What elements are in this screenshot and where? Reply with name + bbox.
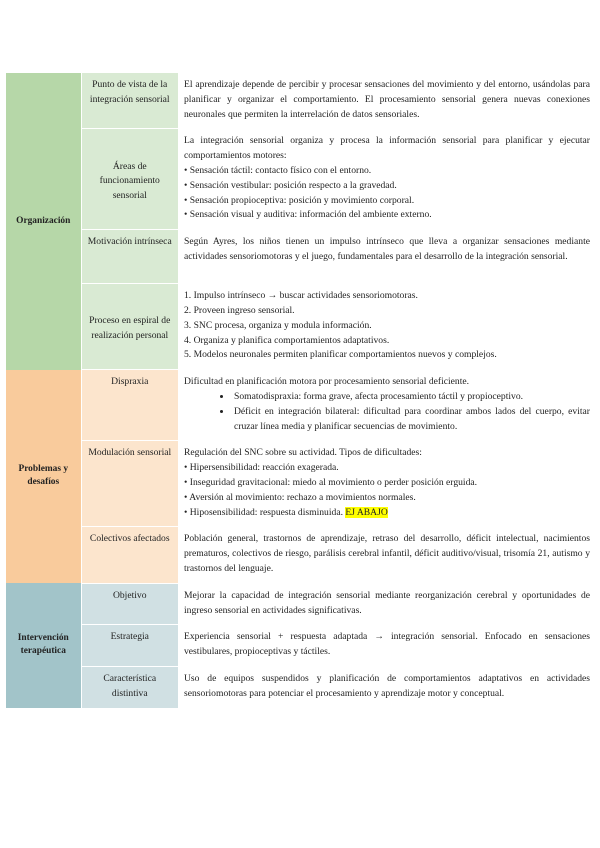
list-item: • Hipersensibilidad: reacción exagerada. <box>184 462 339 474</box>
subcategory-caracteristica: Característica distintiva <box>81 666 178 707</box>
category-problemas: Problemas y desafíos <box>6 370 81 584</box>
description-punto-vista: El aprendizaje depende de percibir y procesar sensaciones del movimiento y del entorno, usándolas para planificar y organizar el comportamiento. El procesamiento sensorial genera nuevas conexiones neuronales que permiten la interrelación de datos sensoriales. <box>178 73 592 129</box>
description-motivacion: Según Ayres, los niños tienen un impulso intrínseco que lleva a organizar sensaciones mediante actividades sensoriomotoras y el juego, fundamentales para el desarrollo de la integración sensorial. <box>178 230 592 284</box>
description-areas <box>178 129 592 230</box>
list-item: 4. Organiza y planifica comportamientos adaptativos. <box>184 334 390 346</box>
list-item: • Sensación táctil: contacto físico con el entorno. <box>184 164 372 176</box>
description-estrategia: Experiencia sensorial + respuesta adaptada → integración sensorial. Enfocado en sensaciones vestibulares, propioceptivas y táctiles. <box>178 625 592 667</box>
description-proceso <box>178 284 592 370</box>
list-item: 5. Modelos neuronales permiten planificar comportamientos nuevos y complejos. <box>184 349 497 361</box>
subcategory-dispraxia: Dispraxia <box>81 370 178 441</box>
table-row <box>6 230 592 284</box>
list-item: 3. SNC procesa, organiza y modula información. <box>184 319 372 331</box>
areas-intro: La integración sensorial organiza y procesa la información sensorial para planificar y ejecutar comportamientos motores: <box>184 135 590 162</box>
modulacion-list <box>184 461 590 520</box>
areas-list <box>184 164 590 223</box>
table-row <box>6 441 592 527</box>
description-dispraxia <box>178 370 592 441</box>
table-row <box>6 284 592 370</box>
category-organizacion: Organización <box>6 73 81 370</box>
subcategory-estrategia: Estrategia <box>81 625 178 667</box>
list-item: 1. Impulso intrínseco → buscar actividades sensoriomotoras. <box>184 290 418 302</box>
summary-table <box>6 72 592 708</box>
category-intervencion: Intervención terapéutica <box>6 583 81 707</box>
subcategory-modulacion: Modulación sensorial <box>81 441 178 527</box>
list-item <box>184 506 590 521</box>
subcategory-areas: Áreas de funcionamiento sensorial <box>81 129 178 230</box>
subcategory-colectivos: Colectivos afectados <box>81 527 178 583</box>
list-item: • Inseguridad gravitacional: miedo al movimiento o perder posición erguida. <box>184 476 478 488</box>
list-item: • Sensación vestibular: posición respecto a la gravedad. <box>184 179 397 191</box>
table-row <box>6 625 592 667</box>
hiposensibilidad-text: • Hiposensibilidad: respuesta disminuida. <box>184 506 343 518</box>
subcategory-objetivo: Objetivo <box>81 583 178 625</box>
description-modulacion <box>178 441 592 527</box>
proceso-list <box>184 289 590 363</box>
description-caracteristica: Uso de equipos suspendidos y planificación de comportamientos adaptativos en actividades sensoriomotoras para potenciar el procesamiento y aprendizaje motor y conceptual. <box>178 666 592 707</box>
table-row <box>6 583 592 625</box>
table-row <box>6 73 592 129</box>
list-item: 2. Proveen ingreso sensorial. <box>184 304 295 316</box>
list-item: • Somatodispraxia: forma grave, afecta procesamiento táctil y propioceptivo. <box>232 390 590 405</box>
subcategory-punto-vista: Punto de vista de la integración sensorial <box>81 73 178 129</box>
list-item: • Sensación propioceptiva: posición y movimiento corporal. <box>184 194 415 206</box>
list-item: • Sensación visual y auditiva: información del ambiente externo. <box>184 209 432 221</box>
dispraxia-intro: Dificultad en planificación motora por procesamiento sensorial deficiente. <box>184 376 470 388</box>
modulacion-intro: Regulación del SNC sobre su actividad. Tipos de dificultades: <box>184 447 422 459</box>
subcategory-proceso: Proceso en espiral de realización personal <box>81 284 178 370</box>
table-row <box>6 129 592 230</box>
subcategory-motivacion: Motivación intrínseca <box>81 230 178 284</box>
list-item: • Aversión al movimiento: rechazo a movimientos normales. <box>184 491 416 503</box>
table-row <box>6 527 592 583</box>
dispraxia-list <box>184 390 590 434</box>
description-objetivo: Mejorar la capacidad de integración sensorial mediante reorganización cerebral y oportunidades de ingreso sensorial en actividades significativas. <box>178 583 592 625</box>
table-row <box>6 370 592 441</box>
list-item: • Déficit en integración bilateral: dificultad para coordinar ambos lados del cuerpo, evitar cruzar línea media y planificar secuencias de movimiento. <box>232 405 590 435</box>
description-colectivos: Población general, trastornos de aprendizaje, retraso del desarrollo, déficit intelectual, nacimientos prematuros, colectivos de riesgo, parálisis cerebral infantil, déficit auditivo/visual, trisomía 21, autismo y trastornos del lenguaje. <box>178 527 592 583</box>
highlighted-note: EJ ABAJO <box>345 506 388 518</box>
table-row <box>6 666 592 707</box>
